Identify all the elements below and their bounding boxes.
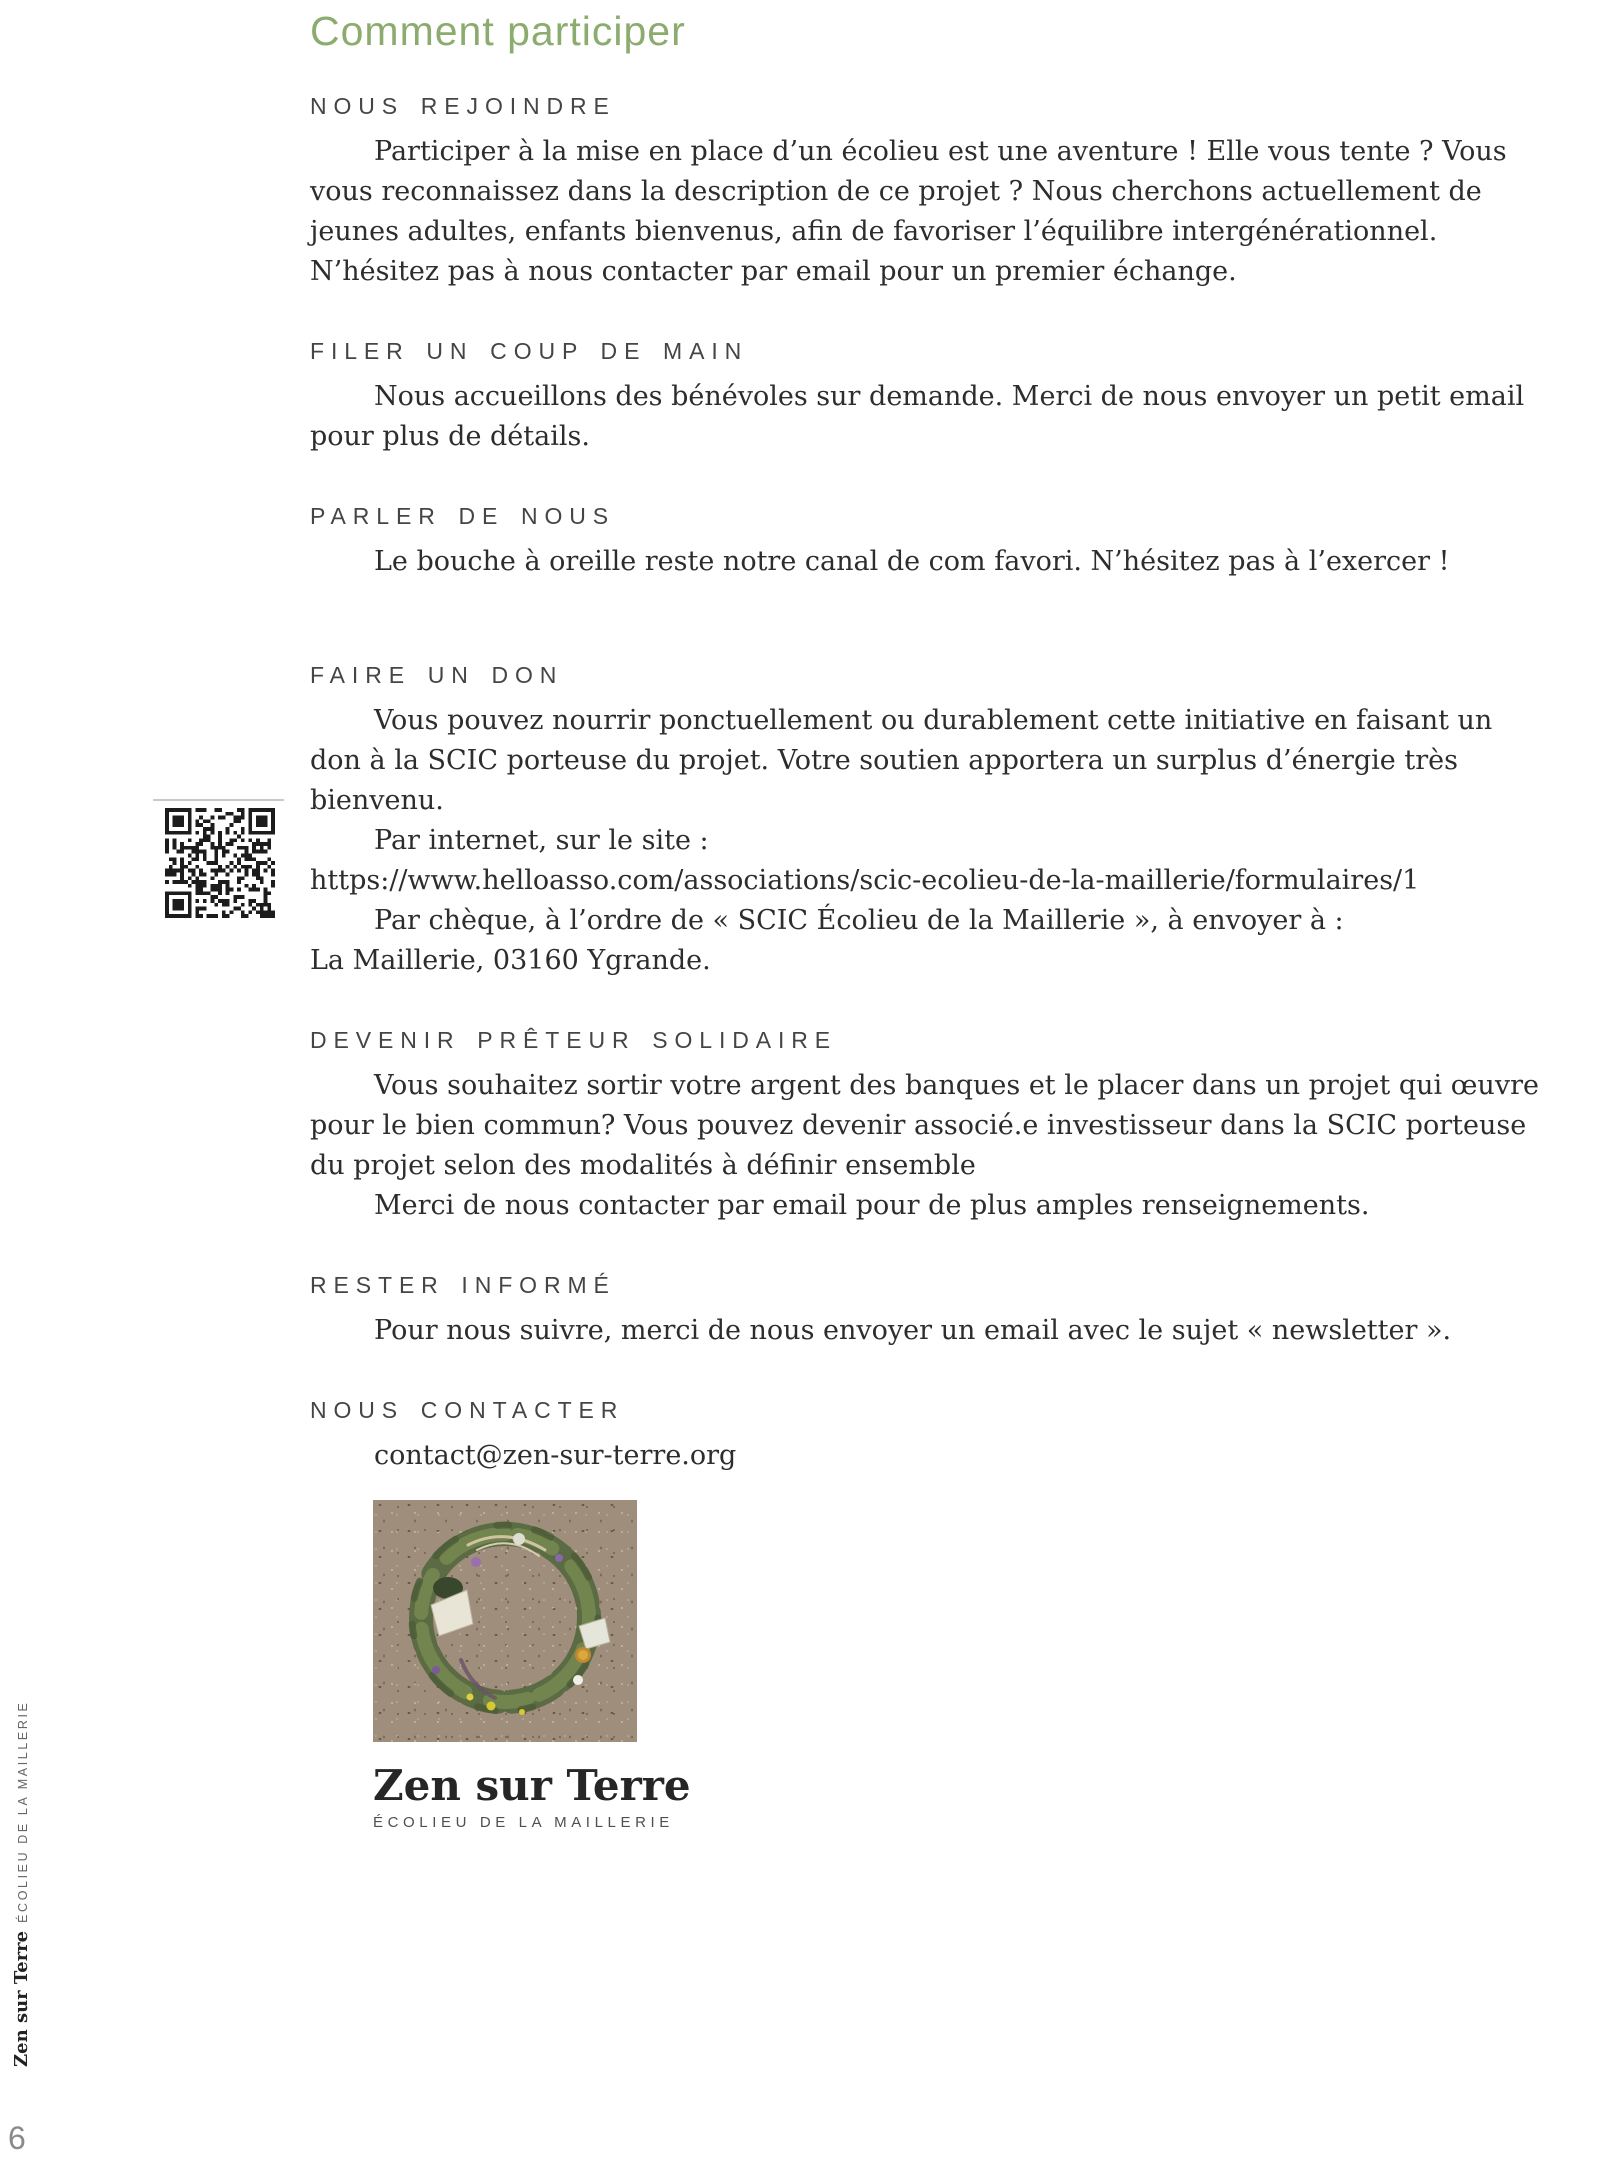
sidebar-brand-subtitle: ÉCOLIEU DE LA MAILLERIE bbox=[16, 1700, 30, 1923]
section bbox=[310, 1272, 1550, 1351]
wreath-illustration bbox=[373, 1500, 637, 1742]
paragraph: Vous pouvez nourrir ponctuellement ou durablement cette initiative en faisant un don à la SCIC porteuse du projet. Votre soutien apportera un surplus d’énergie très bienvenu. bbox=[310, 705, 1493, 816]
sections bbox=[310, 93, 1550, 1476]
section-heading: FAIRE UN DON bbox=[310, 662, 564, 688]
paragraph: https://www.helloasso.com/associations/scic-ecolieu-de-la-maillerie/formulaires/1 bbox=[310, 865, 1420, 896]
section-paragraphs bbox=[310, 701, 1550, 981]
section bbox=[310, 503, 1550, 582]
section bbox=[310, 93, 1550, 292]
paragraph: contact@zen-sur-terre.org bbox=[374, 1440, 737, 1471]
section-heading: PARLER DE NOUS bbox=[310, 503, 616, 529]
section-heading: NOUS CONTACTER bbox=[310, 1397, 625, 1423]
section-heading: RESTER INFORMÉ bbox=[310, 1272, 616, 1298]
paragraph: La Maillerie, 03160 Ygrande. bbox=[310, 945, 711, 976]
section bbox=[310, 1397, 1550, 1476]
brand-logo-subtitle: ÉCOLIEU DE LA MAILLERIE bbox=[373, 1814, 674, 1831]
section-heading: FILER UN COUP DE MAIN bbox=[310, 338, 749, 364]
section-paragraphs bbox=[310, 377, 1550, 457]
main-column bbox=[310, 8, 1550, 1831]
brand-logo-name: Zen sur Terre bbox=[373, 1761, 691, 1810]
section-paragraphs bbox=[310, 1066, 1550, 1226]
paragraph: Participer à la mise en place d’un écolieu est une aventure ! Elle vous tente ? Vous vous reconnaissez dans la description de ce projet ? Nous cherchons actuellement de jeunes adultes, enfants bienvenus, afin de favoriser l’équilibre intergénérationnel. N’hésitez pas à nous contacter par email pour un premier échange. bbox=[310, 136, 1507, 287]
page-title: Comment participer bbox=[310, 8, 686, 54]
section-paragraphs bbox=[310, 1311, 1550, 1351]
wreath-photo bbox=[373, 1500, 637, 1742]
section-paragraphs bbox=[310, 132, 1550, 292]
sidebar-brand-text: Zen sur Terre bbox=[11, 1930, 32, 2067]
section-paragraphs bbox=[310, 542, 1550, 582]
paragraph: Par internet, sur le site : bbox=[374, 825, 709, 856]
sidebar-vertical-brand bbox=[10, 1701, 35, 2068]
section-heading: NOUS REJOINDRE bbox=[310, 93, 616, 119]
section bbox=[310, 338, 1550, 457]
paragraph: Vous souhaitez sortir votre argent des banques et le placer dans un projet qui œuvre pour le bien commun? Vous pouvez devenir associé.e investisseur dans la SCIC porteuse du projet selon des modalités à définir ensemble bbox=[310, 1070, 1539, 1181]
section bbox=[310, 662, 1550, 981]
section-paragraphs bbox=[310, 1436, 1550, 1476]
paragraph: Par chèque, à l’ordre de « SCIC Écolieu de la Maillerie », à envoyer à : bbox=[374, 905, 1344, 936]
brand-logo bbox=[373, 1761, 1550, 1831]
qr-top-rule bbox=[153, 799, 284, 801]
paragraph: Merci de nous contacter par email pour de plus amples renseignements. bbox=[374, 1190, 1370, 1221]
section-heading: DEVENIR PRÊTEUR SOLIDAIRE bbox=[310, 1027, 838, 1053]
paragraph: Le bouche à oreille reste notre canal de com favori. N’hésitez pas à l’exercer ! bbox=[374, 546, 1450, 577]
paragraph: Pour nous suivre, merci de nous envoyer un email avec le sujet « newsletter ». bbox=[374, 1315, 1452, 1346]
paragraph: Nous accueillons des bénévoles sur demande. Merci de nous envoyer un petit email pour plus de détails. bbox=[310, 381, 1525, 452]
section bbox=[310, 1027, 1550, 1226]
qr-code bbox=[165, 808, 275, 918]
page-number: 6 bbox=[8, 2120, 26, 2156]
